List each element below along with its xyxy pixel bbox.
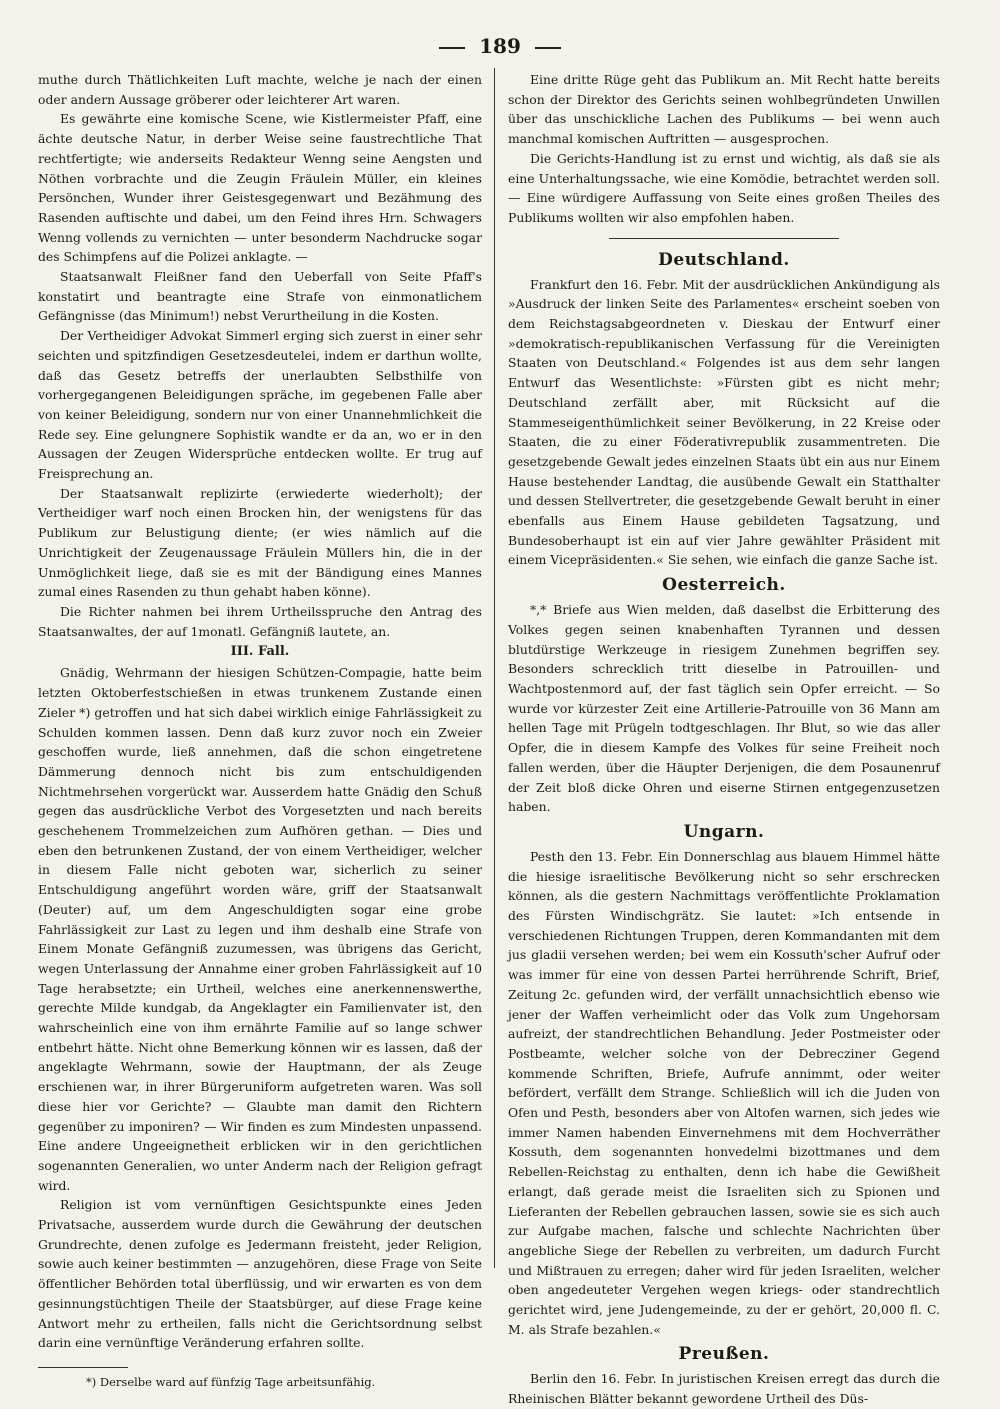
right-column xyxy=(508,70,940,1407)
left-paragraph-2: Es gewährte eine komische Scene, wie Kistlermeister Pfaff, eine ächte deutsche Natur, in derber Weise seine faustrechtliche That rechtfertigte; wie anderseits Redakteur Wenng seine Aengsten und Nöthen vorbrachte und die Zeugin Fräulein Müller, ein kleines Persönchen, Wunder ihrer Geistesgegenwart und Bezähmung des Rasenden auftischte und dabei, um den Feind ihres Hrn. Schwagers Wenng vollends zu vernichten — unter besonderm Nachdrucke sogar des Schimpfens auf die Polizei anklagte. — xyxy=(38,111,482,265)
section-separator xyxy=(609,238,839,239)
page-number-right-dash xyxy=(535,47,561,49)
left-paragraph-8: Religion ist vom vernünftigen Gesichtspunkte eines Jeden Privatsache, ausserdem wurde durch die Gewährung der deutschen Grundrechte, denen zufolge es Jedermann freisteht, jeder Religion, sowie auch keiner bestimmten — anzugehören, diese Frage von Seite öffentlicher Behörden total überflüssig, und wir erwarten es von dem gesinnungstüchtigen Theile der Staatsbürger, auf diese Frage keine Antwort mehr zu ertheilen, falls nicht die Gerichtsordnung selbst darin eine vernünftige Veränderung erfahren sollte. xyxy=(38,1197,482,1351)
left-paragraph-3: Staatsanwalt Fleißner fand den Ueberfall von Seite Pfaff's konstatirt und beantragte eine Strafe von einmonatlichem Gefängnisse (das Minimum!) nebst Verurtheilung in die Kosten. xyxy=(38,269,482,324)
left-paragraph-6: Die Richter nahmen bei ihrem Urtheilsspruche den Antrag des Staatsanwaltes, der auf 1monatl. Gefängniß lautete, an. xyxy=(38,603,482,639)
left-column xyxy=(38,70,482,1389)
fall-heading: III. Fall. xyxy=(230,644,290,660)
heading-preussen: Preußen. xyxy=(678,1344,770,1365)
preussen-article: Berlin den 16. Febr. In juristischen Kreisen erregt das durch die Rheinischen Blätter bekannt gewordene Urtheil des Düs- xyxy=(508,1371,940,1407)
column-divider xyxy=(494,68,495,1268)
left-paragraph-4: Der Vertheidiger Advokat Simmerl erging sich zuerst in einer sehr seichten und spitzfindigen Gesetzesdeutelei, indem er darthun wollte, daß das Gesetz betreffs der unerlaubten Selbsthilfe von vorhergegangenen Beleidigungen spräche, im gegebenen Falle aber von keiner Beleidigung, sondern nur von einer Unannehmlichkeit die Rede sey. Eine gelungnere Sophistik wandte er da an, wo er in den Aussagen der Zeugen Widersprüche entdecken wollte. Er trug auf Freisprechung an. xyxy=(38,328,482,482)
right-paragraph-1: Eine dritte Rüge geht das Publikum an. Mit Recht hatte bereits schon der Direktor des Gerichts seinen wohlbegründeten Unwillen über das unschickliche Lachen des Publikums — bei wenn auch manchmal komischen Auftritten — ausgesprochen. xyxy=(508,72,940,147)
right-paragraph-2: Die Gerichts-Handlung ist zu ernst und wichtig, als daß sie als eine Unterhaltungssache, wie eine Komödie, betrachtet werden soll. — Eine würdigere Auffassung von Seite eines großen Theiles des Publikums wollten wir also empfohlen haben. xyxy=(508,150,940,225)
oesterreich-article: *,* Briefe aus Wien melden, daß daselbst die Erbitterung des Volkes gegen seinen knabenhaften Tyrannen und dessen blutdürstige Werkzeuge in riesigem Zunehmen begriffen sey. Besonders schrecklich tritt dieselbe in Patrouillen- und Wachtpostenmord auf, der fast täglich sein Opfer erreicht. — So wurde vor kürzester Zeit eine Artillerie-Patrouille von 36 Mann am hellen Tage mit Prügeln todtgeschlagen. Ihr Blut, so wie das aller Opfer, die in diesem Kampfe des Volkes für seine Freiheit noch fallen werden, über die Häupter Derjenigen, die dem Posaunenruf der Zeit bloß dicke Ohren und eiserne Stirnen entgegenzusetzen haben. xyxy=(508,602,940,815)
ungarn-article: Pesth den 13. Febr. Ein Donnerschlag aus blauem Himmel hätte die hiesige israelitische Bevölkerung nicht so sehr erschrecken können, als die gestern Nachmittags veröffentlichte Proklamation des Fürsten Windischgrätz. Sie lautet: »Ich entsende in verschiedenen Richtungen Truppen, deren Kommandanten mit dem jus gladii versehen werden; bei wem ein Kossuth'scher Aufruf oder was immer für eine von dessen Partei herrührende Schrift, Brief, Zeitung 2c. gefunden wird, der verfällt unnachsichtlich ebenso wie jener der Waffen verheimlicht oder das Volk zum Ungehorsam aufreizt, der standrechtlichen Behandlung. Jeder Postmeister oder Postbeamte, welcher solche von der Debrecziner Gegend kommende Schriften, Briefe, Aufrufe annimmt, oder weiter befördert, verfällt dem Strange. Schließlich will ich die Juden von Ofen und Pesth, besonders aber von Altofen warnen, sich jedes wie immer Namen habenden Einvernehmens mit dem Hochverräther Kossuth, dem sogenannten honvedelmi bizottmanes und dem Rebellen-Reichstag zu enthalten, denn ich habe die Gewißheit erlangt, daß gerade meist die Israeliten sich zu Spionen und Lieferanten der Rebellen gebrauchen lassen, sowie sie es sich auch zur Aufgabe machen, falsche und schlechte Nachrichten über angebliche Siege der Rebellen zu verbreiten, um dadurch Furcht und Mißtrauen zu erregen; daher wird für jeden Israeliten, welcher oben angedeuteter Vergehen wegen kriegs- oder standrechtlich gerichtet wird, jene Judengemeinde, zu der er gehört, 20,000 fl. C. M. als Strafe bezahlen.« xyxy=(508,848,940,1337)
left-paragraph-5: Der Staatsanwalt replizirte (erwiederte wiederholt); der Vertheidiger warf noch einen Brocken hin, der wenigstens für das Publikum zur Belustigung diente; (er wies nämlich auf die Unrichtigkeit der Zeugenaussage Fräulein Müllers hin, die in der Unmöglichkeit liege, daß sie es mit der Bändigung eines Mannes zumal eines Rasenden zu thun gehabt haben könne). xyxy=(38,485,482,600)
left-paragraph-7: Gnädig, Wehrmann der hiesigen Schützen-Compagie, hatte beim letzten Oktoberfestschießen in etwas trunkenem Zustande einen Zieler *) getroffen und hat sich dabei wirklich einige Fahrlässigkeit zu Schulden kommen lassen. Denn daß kurz zuvor noch ein Zweier geschoffen wurde, ließ annehmen, daß die schon eingetretene Dämmerung dennoch nicht bis zum entschuldigenden Nichtmehrsehen vorgerückt war. Ausserdem hatte Gnädig den Schuß gegen das ausdrückliche Verbot des Vorgesetzten und nach bereits geschehenem Trommelzeichen zum Aufhören gethan. — Dies und eben den betrunkenen Zustand, der von einem Vertheidiger, welcher in diesem Falle nicht geboten war, sicherlich zu seiner Entschuldigung angeführt worden wäre, griff der Staatsanwalt (Deuter) auf, um dem Angeschuldigten sogar eine grobe Fahrlässigkeit zur Last zu legen und ihm deshalb eine Strafe von Einem Monate Gefängniß zuzumessen, was übrigens das Gericht, wegen Unterlassung der Annahme einer groben Fahrlässigkeit auf 10 Tage herabsetzte; ein Urtheil, welches eine anerkennenswerthe, gerechte Milde kundgab, da Angeklagter ein Familienvater ist, den wahrscheinlich eine von ihm ernährte Familie auf so lange schwer entbehrt hätte. Nicht ohne Bemerkung können wir es lassen, daß der angeklagte Wehrmann, sowie der Hauptmann, der als Zeuge erschienen war, in ihrer Bürgeruniform aufgetreten waren. Was soll diese hier vor Gerichte? — Glaubte man damit den Richtern gegenüber zu imponiren? — Wir finden es zum Mindesten unpassend. Eine andere Ungeeignetheit erblicken wir in den gerichtlichen sogenannten Generalien, wo unter Anderm nach der Religion gefragt wird. xyxy=(38,665,482,1193)
heading-deutschland: Deutschland. xyxy=(658,249,790,270)
deutschland-article: Frankfurt den 16. Febr. Mit der ausdrücklichen Ankündigung als »Ausdruck der linken Seite des Parlamentes« erscheint soeben von dem Reichstagsabgeordneten v. Dieskau der Entwurf einer »demokratisch-republikanischen Verfassung für die Vereinigten Staaten von Deutschland.« Folgendes ist aus dem sehr langen Entwurf das Wesentlichste: »Fürsten gibt es nicht mehr; Deutschland zerfällt aber, mit Rücksicht auf die Stammeseigenthümlichkeit seiner Bevölkerung, in 22 Kreise oder Staaten, die zu einer Föderativrepublik zusammentreten. Die gesetzgebende Gewalt jedes einzelnen Staats übt ein aus nur Einem Hause bestehender Landtag, die ausübende Gewalt ein Statthalter und dessen Stellvertreter, die gesetzgebende Gewalt beruht in einer ebenfalls aus Einem Hause gebildeten Tagsatzung, und Bundesoberhaupt ist ein auf vier Jahre gewählter Präsident mit einem Vicepräsidenten.« Sie sehen, wie einfach die ganze Sache ist. xyxy=(508,276,940,568)
heading-oesterreich: Oesterreich. xyxy=(662,575,786,596)
page-number-text: 189 xyxy=(479,34,521,58)
page-number-left-dash xyxy=(439,47,465,49)
heading-ungarn: Ungarn. xyxy=(683,821,765,842)
footnote-rule xyxy=(38,1367,128,1368)
footnote: *) Derselbe ward auf fünfzig Tage arbeitsunfähig. xyxy=(86,1375,376,1389)
page-number xyxy=(0,34,1000,58)
left-paragraph-1: muthe durch Thätlichkeiten Luft machte, welche je nach der einen oder andern Aussage gröberer oder leichterer Art waren. xyxy=(38,72,482,107)
